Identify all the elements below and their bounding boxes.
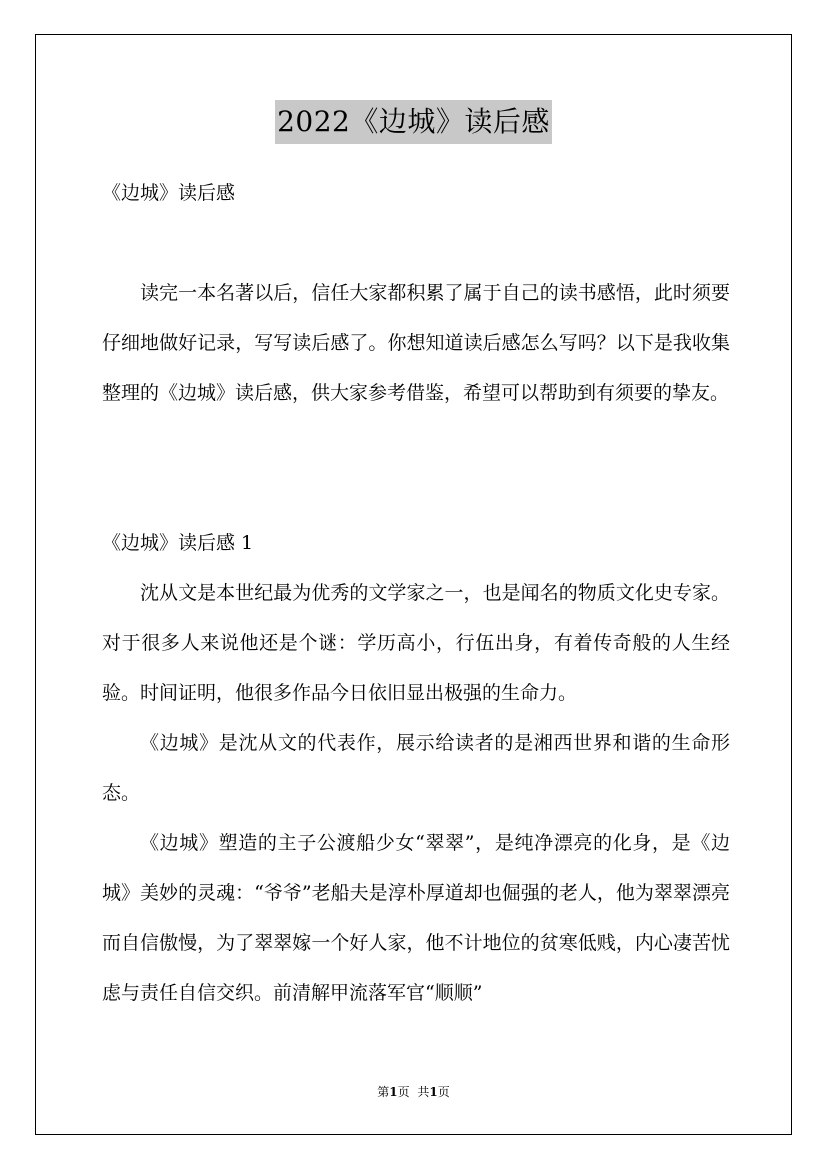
page-suffix: 页 xyxy=(397,1085,410,1099)
total-prefix: 共 xyxy=(417,1085,430,1099)
section-heading: 《边城》读后感 1 xyxy=(102,532,254,554)
total-pages: 1 xyxy=(429,1085,438,1099)
intro-paragraph: 读完一本名著以后，信任大家都积累了属于自己的读书感悟，此时须要仔细地做好记录，写写读后感了。你想知道读后感怎么写吗？以下是我收集整理的《边城》读后感，供大家参考借鉴，希望可以帮助到有须要的挚友。 xyxy=(102,282,730,404)
section-paragraph-2: 《边城》是沈从文的代表作，展示给读者的是湘西世界和谐的生命形态。 xyxy=(102,732,730,804)
intro-heading: 《边城》读后感 xyxy=(102,182,236,204)
title-container xyxy=(0,100,827,144)
section-paragraph-1: 沈从文是本世纪最为优秀的文学家之一，也是闻名的物质文化史专家。对于很多人来说他还是个谜：学历高小，行伍出身，有着传奇般的人生经验。时间证明，他很多作品今日依旧显出极强的生命力。 xyxy=(102,582,730,704)
spacer xyxy=(102,418,730,468)
page-footer xyxy=(0,1083,827,1101)
page-number: 1 xyxy=(389,1085,398,1099)
document-title: 2022《边城》读后感 xyxy=(275,100,552,144)
spacer xyxy=(102,218,730,268)
section-paragraph-3: 《边城》塑造的主子公渡船少女“翠翠”，是纯净漂亮的化身，是《边城》美妙的灵魂：“爷爷”老船夫是淳朴厚道却也倔强的老人，他为翠翠漂亮而自信傲慢，为了翠翠嫁一个好人家，他不计地位的贫寒低贱，内心凄苦忧虑与责任自信交织。前清解甲流落军官“顺顺” xyxy=(102,832,730,1004)
document-body xyxy=(102,168,730,1018)
total-suffix: 页 xyxy=(437,1085,450,1099)
spacer xyxy=(102,468,730,518)
page-prefix: 第 xyxy=(377,1085,390,1099)
